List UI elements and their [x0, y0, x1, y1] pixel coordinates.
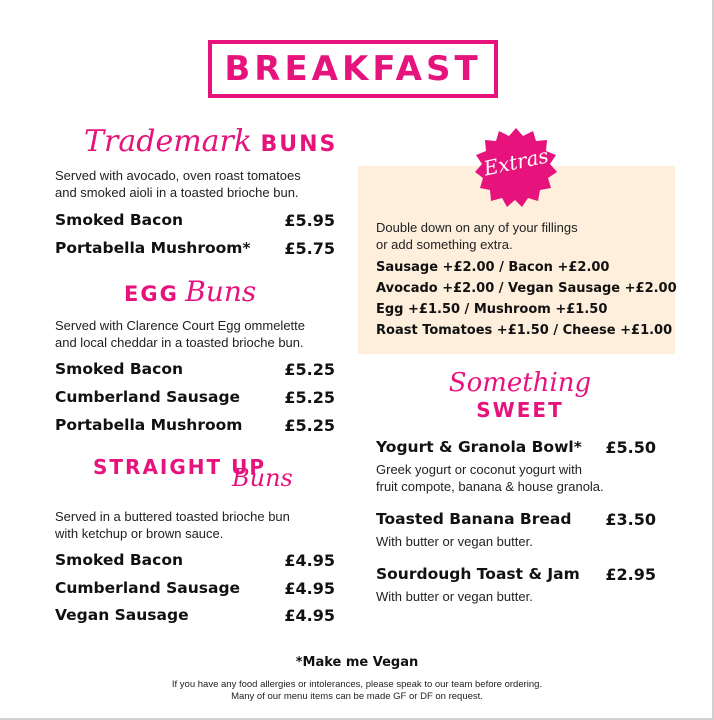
extras-intro-line: Double down on any of your fillings: [376, 220, 578, 235]
menu-item-price: £5.25: [284, 360, 335, 379]
menu-item-name: Portabella Mushroom: [55, 416, 243, 434]
egg-desc-line: Served with Clarence Court Egg ommelette: [55, 318, 306, 333]
menu-item-price: £5.25: [284, 388, 335, 407]
sweet-desc-line: fruit compote, banana & house granola.: [376, 479, 604, 494]
page-title: BREAKFAST: [224, 49, 482, 89]
trademark-desc-line: and smoked aioli in a toasted brioche bun.: [55, 185, 299, 200]
straight-block: STRAIGHT UP: [93, 455, 267, 479]
menu-item-price: £5.25: [284, 416, 335, 435]
egg-desc-line: and local cheddar in a toasted brioche bun.: [55, 335, 304, 350]
extras-line: Roast Tomatoes +£1.50 / Cheese +£1.00: [376, 323, 673, 338]
menu-item-price: £3.50: [605, 510, 656, 529]
extras-badge-label: Extras: [481, 143, 551, 181]
egg-script: Buns: [185, 275, 257, 308]
straight-desc-line: Served in a buttered toasted brioche bun: [55, 509, 290, 524]
menu-item-name: Portabella Mushroom*: [55, 239, 251, 257]
extras-intro-line: or add something extra.: [376, 237, 513, 252]
egg-block: EGG: [124, 282, 179, 306]
trademark-desc: [55, 167, 301, 201]
menu-item-price: £4.95: [284, 579, 335, 598]
menu-item-price: £5.95: [284, 211, 335, 230]
extras-line: Egg +£1.50 / Mushroom +£1.50: [376, 302, 608, 317]
straight-desc-line: with ketchup or brown sauce.: [55, 526, 224, 541]
trademark-script: Trademark: [84, 124, 253, 159]
menu-item-name: Sourdough Toast & Jam: [376, 565, 580, 583]
menu-item-name: Yogurt & Granola Bowl*: [376, 438, 582, 456]
extras-line: Avocado +£2.00 / Vegan Sausage +£2.00: [376, 281, 677, 296]
sweet-item-desc: With butter or vegan butter.: [376, 534, 533, 549]
sweet-desc-line: Greek yogurt or coconut yogurt with: [376, 462, 582, 477]
egg-desc: [55, 317, 305, 351]
extras-line: Sausage +£2.00 / Bacon +£2.00: [376, 260, 610, 275]
menu-item-name: Toasted Banana Bread: [376, 510, 572, 528]
menu-item-price: £4.95: [284, 606, 335, 625]
menu-item-name: Smoked Bacon: [55, 551, 184, 569]
menu-item-name: Cumberland Sausage: [55, 388, 241, 406]
straight-desc: [55, 508, 290, 542]
menu-item-name: Cumberland Sausage: [55, 579, 241, 597]
menu-item-name: Smoked Bacon: [55, 360, 184, 378]
sweet-block: SWEET: [476, 398, 564, 422]
sweet-item-desc: [376, 461, 604, 495]
extras-intro: [376, 219, 578, 253]
vegan-note: *Make me Vegan: [295, 655, 419, 670]
trademark-desc-line: Served with avocado, oven roast tomatoes: [55, 168, 301, 183]
menu-item-price: £2.95: [605, 565, 656, 584]
sweet-item-desc: With butter or vegan butter.: [376, 589, 533, 604]
trademark-block: BUNS: [260, 132, 338, 157]
menu-item-name: Smoked Bacon: [55, 211, 184, 229]
sweet-script: Something: [448, 368, 592, 398]
menu-item-price: £5.50: [605, 438, 656, 457]
menu-item-price: £5.75: [284, 239, 335, 258]
allergy-note-line: If you have any food allergies or intolerances, please speak to our team before ordering.: [171, 679, 543, 690]
egg-heading: [124, 275, 256, 308]
allergy-note-line: Many of our menu items can be made GF or DF on request.: [231, 691, 483, 702]
menu-item-name: Vegan Sausage: [55, 606, 189, 624]
straight-script: Buns: [232, 464, 293, 492]
menu-item-price: £4.95: [284, 551, 335, 570]
page-title-box: [208, 40, 498, 98]
trademark-heading: [84, 124, 337, 159]
